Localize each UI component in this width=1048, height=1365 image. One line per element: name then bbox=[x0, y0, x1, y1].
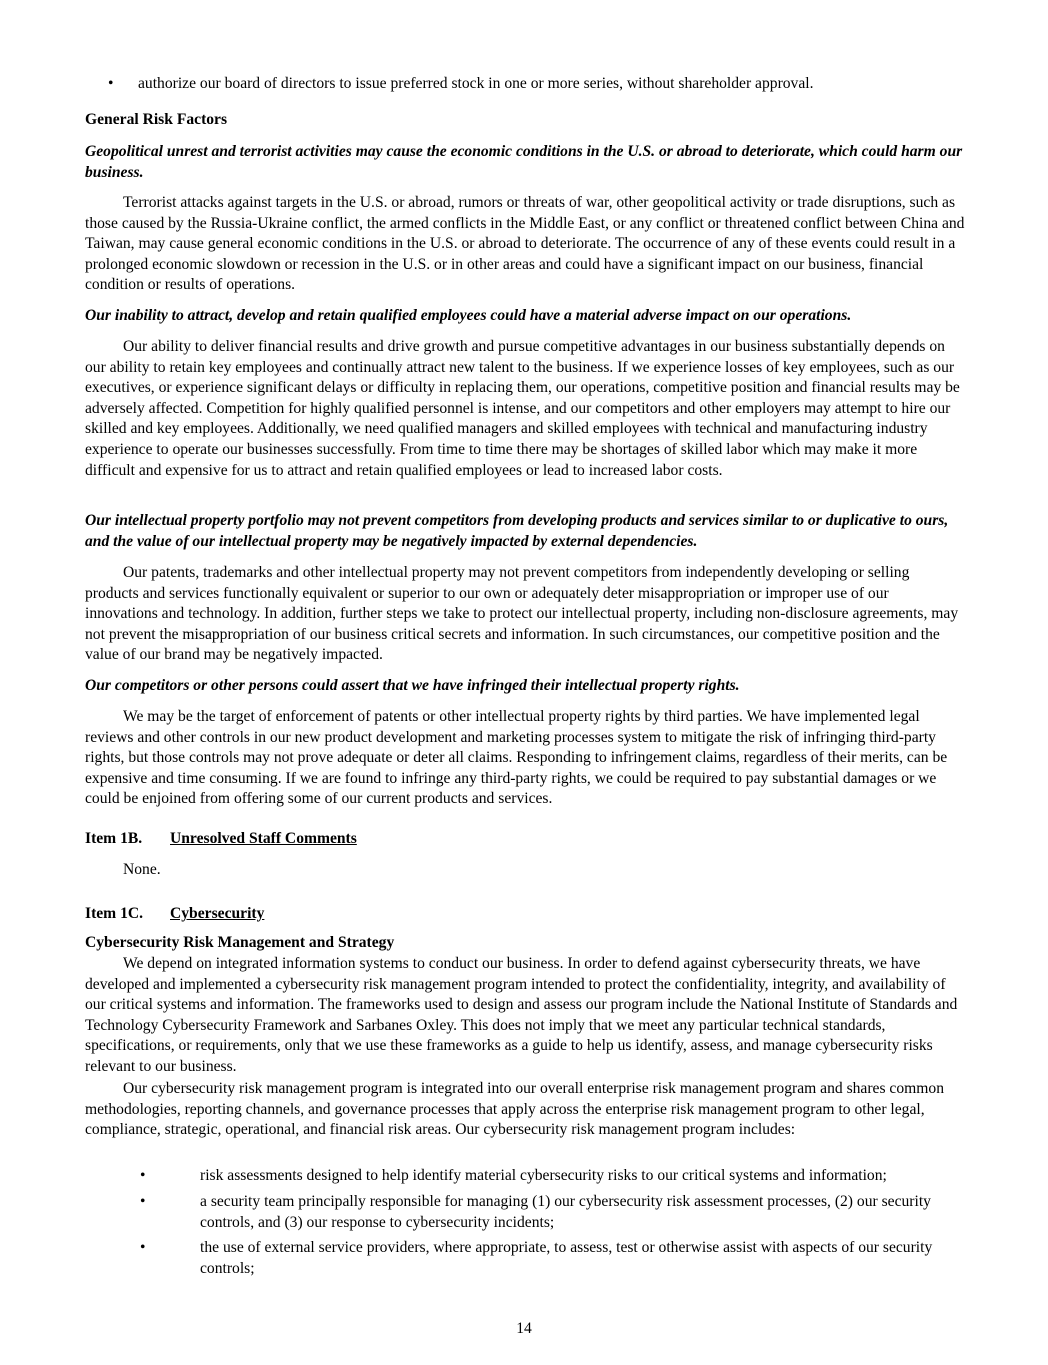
cyber-para-1: We depend on integrated information systems to conduct our business. In order to defend against cybersecurity threats, we have developed and implemented a cybersecurity risk management program intended to protect the confidentiality, integrity, and availability of our critical systems and information. The frameworks used to design and assess our program include the National Institute of Standards and Technology Cybersecurity Framework and Sarbanes Oxley. This does not imply that we meet any particular technical standards, specifications, or requirements, only that we use these frameworks as a guide to help us identify, assess, and manage cybersecurity risks relevant to our business. bbox=[85, 955, 958, 1075]
item-1b-title: Unresolved Staff Comments bbox=[170, 830, 357, 847]
risk-title-geopolitical: Geopolitical unrest and terrorist activities may cause the economic conditions in the U.S. or abroad to deteriorate, which could harm our business. bbox=[85, 143, 963, 181]
cyber-bullet-3: the use of external service providers, where appropriate, to assess, test or otherwise assist with aspects of our security controls; bbox=[200, 1239, 933, 1277]
top-bullet-text: authorize our board of directors to issue preferred stock in one or more series, without shareholder approval. bbox=[138, 75, 814, 92]
risk-title-employees: Our inability to attract, develop and retain qualified employees could have a material adverse impact on our operations. bbox=[85, 307, 852, 324]
risk-body-employees: Our ability to deliver financial results and drive growth and pursue competitive advantages in our business substantially depends on our ability to retain key employees and continually attract new talent to the business. If we experience losses of key employees, such as our executives, or experience significant delays or difficulty in replacing them, our operations, competitive position and financial results may be adversely affected. Competition for highly qualified personnel is intense, and our competitors and other employers may attempt to hire our skilled and key employees. Additionally, we need qualified managers and skilled employees with technical and manufacturing industry experience to operate our businesses successfully. From time to time there may be shortages of skilled labor which may make it more difficult and expensive for us to attract and retain qualified employees or lead to increased labor costs. bbox=[85, 338, 960, 479]
bullet-marker: • bbox=[140, 1239, 146, 1256]
bullet-marker: • bbox=[140, 1167, 146, 1184]
cyber-bullet-1: risk assessments designed to help identify material cybersecurity risks to our critical systems and information; bbox=[200, 1167, 887, 1184]
cyber-para-2: Our cybersecurity risk management program is integrated into our overall enterprise risk management program and shares common methodologies, reporting channels, and governance processes that apply across the enterprise risk management program to other legal, compliance, strategic, operational, and financial risk areas. Our cybersecurity risk management program includes: bbox=[85, 1080, 945, 1139]
risk-body-geopolitical: Terrorist attacks against targets in the U.S. or abroad, rumors or threats of war, other geopolitical activity or trade disruptions, such as those caused by the Russia-Ukraine conflict, the armed conflicts in the Middle East, or any conflict or threatened conflict between China and Taiwan, may cause general economic conditions in the U.S. or abroad to deteriorate. The occurrence of any of these events could result in a prolonged economic slowdown or recession in the U.S. or in other areas and could have a significant impact on our business, financial condition or results of operations. bbox=[85, 194, 965, 294]
item-1b-label: Item 1B. bbox=[85, 830, 143, 847]
item-1b-body: None. bbox=[123, 861, 161, 878]
cyber-subheading: Cybersecurity Risk Management and Strategy bbox=[85, 934, 395, 951]
bullet-marker: • bbox=[108, 75, 114, 92]
bullet-marker: • bbox=[140, 1193, 146, 1210]
page-number: 14 bbox=[516, 1320, 532, 1337]
risk-body-infringement: We may be the target of enforcement of patents or other intellectual property rights by third parties. We have implemented legal reviews and other controls in our new product development and marketing processes system to mitigate the risk of infringing third-party rights, but those controls may not prove adequate or deter all claims. Responding to infringement claims, regardless of their merits, can be expensive and time consuming. If we are found to infringe any third-party rights, we could be required to pay substantial damages or we could be enjoined from offering some of our current products and services. bbox=[85, 708, 948, 808]
general-risk-factors-heading: General Risk Factors bbox=[85, 111, 228, 128]
risk-title-ip-portfolio: Our intellectual property portfolio may not prevent competitors from developing products and services similar to or duplicative to ours, and the value of our intellectual property may be negatively impacted by external dependencies. bbox=[85, 512, 949, 550]
item-1c-title: Cybersecurity bbox=[170, 905, 265, 922]
risk-body-ip-portfolio: Our patents, trademarks and other intellectual property may not prevent competitors from independently developing or selling products and services functionally equivalent or superior to our own or adequately deter misappropriation or improper use of our innovations and technology. In addition, further steps we take to protect our intellectual property, including non-disclosure agreements, may not prevent the misappropriation of our business critical secrets and information. In such circumstances, our competitive position and the value of our brand may be negatively impacted. bbox=[85, 564, 959, 664]
cyber-bullet-2: a security team principally responsible for managing (1) our cybersecurity risk assessment processes, (2) our security controls, and (3) our response to cybersecurity incidents; bbox=[200, 1193, 931, 1231]
risk-title-infringement: Our competitors or other persons could assert that we have infringed their intellectual property rights. bbox=[85, 677, 740, 694]
item-1c-label: Item 1C. bbox=[85, 905, 144, 922]
